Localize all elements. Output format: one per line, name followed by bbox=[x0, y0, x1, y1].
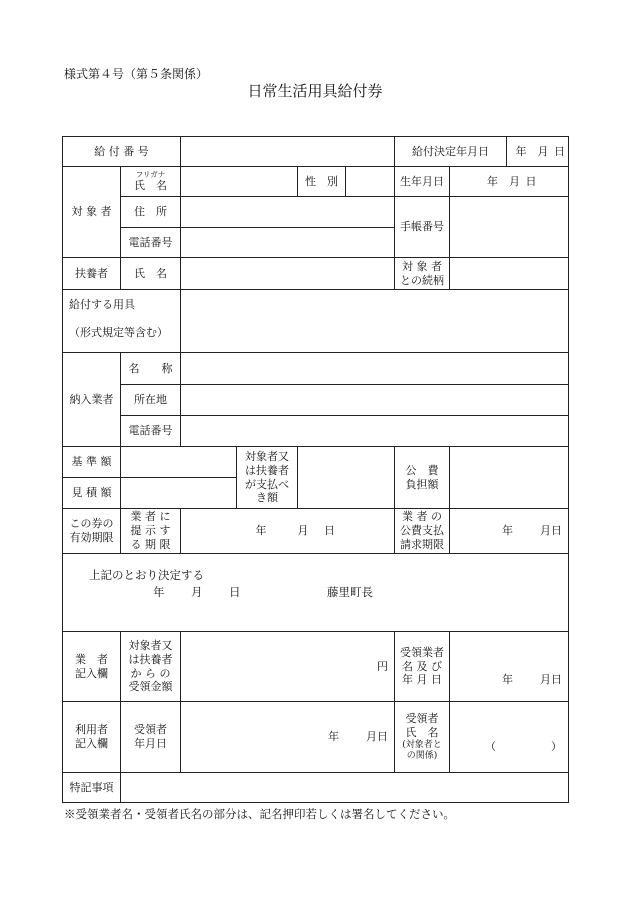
label-jurysha: 受領者 氏 名 (対象者と の関係) bbox=[395, 702, 450, 773]
decision-text: 上記のとおり決定する bbox=[89, 568, 204, 582]
label-fuyo-shimei: 氏 名 bbox=[121, 258, 181, 290]
label-jury-date: 受領者 年月日 bbox=[121, 702, 181, 773]
mayor-name: 藤里町長 bbox=[327, 585, 373, 599]
label-kyufu-bango: 給 付 番 号 bbox=[63, 137, 181, 167]
field-zokugara[interactable] bbox=[450, 258, 569, 290]
label-yuko: この券の 有効期限 bbox=[63, 509, 121, 554]
field-tokki[interactable] bbox=[121, 773, 569, 803]
field-denwa[interactable] bbox=[181, 228, 395, 258]
label-kohi: 公 費 負担額 bbox=[395, 447, 450, 509]
voucher-form-table bbox=[62, 136, 569, 803]
label-seibetsu: 性 別 bbox=[298, 167, 346, 197]
field-kyufu-bango[interactable] bbox=[181, 137, 395, 167]
field-jury-date[interactable]: 年 月日 bbox=[181, 702, 395, 773]
label-tokki: 特記事項 bbox=[63, 773, 121, 803]
label-denwa: 電話番号 bbox=[121, 228, 181, 258]
label-fuyosha: 扶養者 bbox=[63, 258, 121, 290]
label-mitsumori: 見 積 額 bbox=[63, 478, 121, 509]
label-shozaichi: 所在地 bbox=[121, 385, 181, 416]
field-teiji-date[interactable]: 年 月 日 bbox=[181, 509, 395, 554]
label-teiji: 業 者 に 提 示 す る 期 限 bbox=[121, 509, 181, 554]
label-riyosha: 利用者 記入欄 bbox=[63, 702, 121, 773]
label-furigana-shimei: フリガナ 氏 名 bbox=[121, 167, 181, 197]
label-gyosha: 業 者 記入欄 bbox=[63, 632, 121, 702]
footnote: ※受領業者名・受領者氏名の部分は、記名押印若しくは署名してください。 bbox=[64, 807, 455, 821]
label-nonyu-denwa: 電話番号 bbox=[121, 416, 181, 447]
field-nonyu-denwa[interactable] bbox=[181, 416, 569, 447]
field-techo-bango[interactable] bbox=[450, 197, 569, 258]
label-techo-bango: 手帳番号 bbox=[395, 197, 450, 258]
label-zokugara: 対 象 者 との続柄 bbox=[395, 258, 450, 290]
field-mitsumori[interactable] bbox=[121, 478, 237, 509]
label-jury-gyosha: 受領業者 名 及 び 年 月 日 bbox=[395, 632, 450, 702]
label-shiharai: 対象者又 は扶養者 が支払べ き額 bbox=[237, 447, 298, 509]
label-kijun: 基 準 額 bbox=[63, 447, 121, 478]
decision-date[interactable]: 年 月 日 bbox=[153, 585, 241, 599]
label-kettei-date: 給付決定年月日 bbox=[395, 137, 507, 167]
label-nonyu: 納入業者 bbox=[63, 353, 121, 447]
form-title: 日常生活用具給付券 bbox=[247, 82, 383, 100]
label-jury-kingaku: 対象者又 は扶養者 か ら の 受領金額 bbox=[121, 632, 181, 702]
field-seinengappi[interactable]: 年 月 日 bbox=[450, 167, 569, 197]
label-jusho: 住 所 bbox=[121, 197, 181, 228]
field-kijun[interactable] bbox=[121, 447, 237, 478]
label-yogu: 給付する用具 （形式規定等含む） bbox=[63, 290, 181, 353]
field-seibetsu[interactable] bbox=[346, 167, 395, 197]
field-shozaichi[interactable] bbox=[181, 385, 569, 416]
field-shimei[interactable] bbox=[181, 167, 298, 197]
field-jury-gyosha[interactable]: 年 月日 bbox=[450, 632, 569, 702]
field-jusho[interactable] bbox=[181, 197, 395, 228]
field-kohi[interactable] bbox=[450, 447, 569, 509]
field-meisho[interactable] bbox=[181, 353, 569, 385]
field-seikyu-date[interactable]: 年 月日 bbox=[450, 509, 569, 554]
form-number: 様式第４号（第５条関係） bbox=[64, 67, 209, 81]
field-fuyo-shimei[interactable] bbox=[181, 258, 395, 290]
field-kettei-date[interactable]: 年 月 日 bbox=[507, 137, 569, 167]
label-taishosha: 対 象 者 bbox=[63, 167, 121, 258]
field-yogu[interactable] bbox=[181, 290, 569, 353]
field-shiharai[interactable] bbox=[298, 447, 395, 509]
label-seinengappi: 生年月日 bbox=[395, 167, 450, 197]
label-meisho: 名 称 bbox=[121, 353, 181, 385]
field-jurysha[interactable]: （ ） bbox=[450, 702, 569, 773]
label-seikyu: 業 者 の 公費支払 請求期限 bbox=[395, 509, 450, 554]
field-jury-kingaku[interactable]: 円 bbox=[181, 632, 395, 702]
decision-block bbox=[63, 554, 569, 632]
